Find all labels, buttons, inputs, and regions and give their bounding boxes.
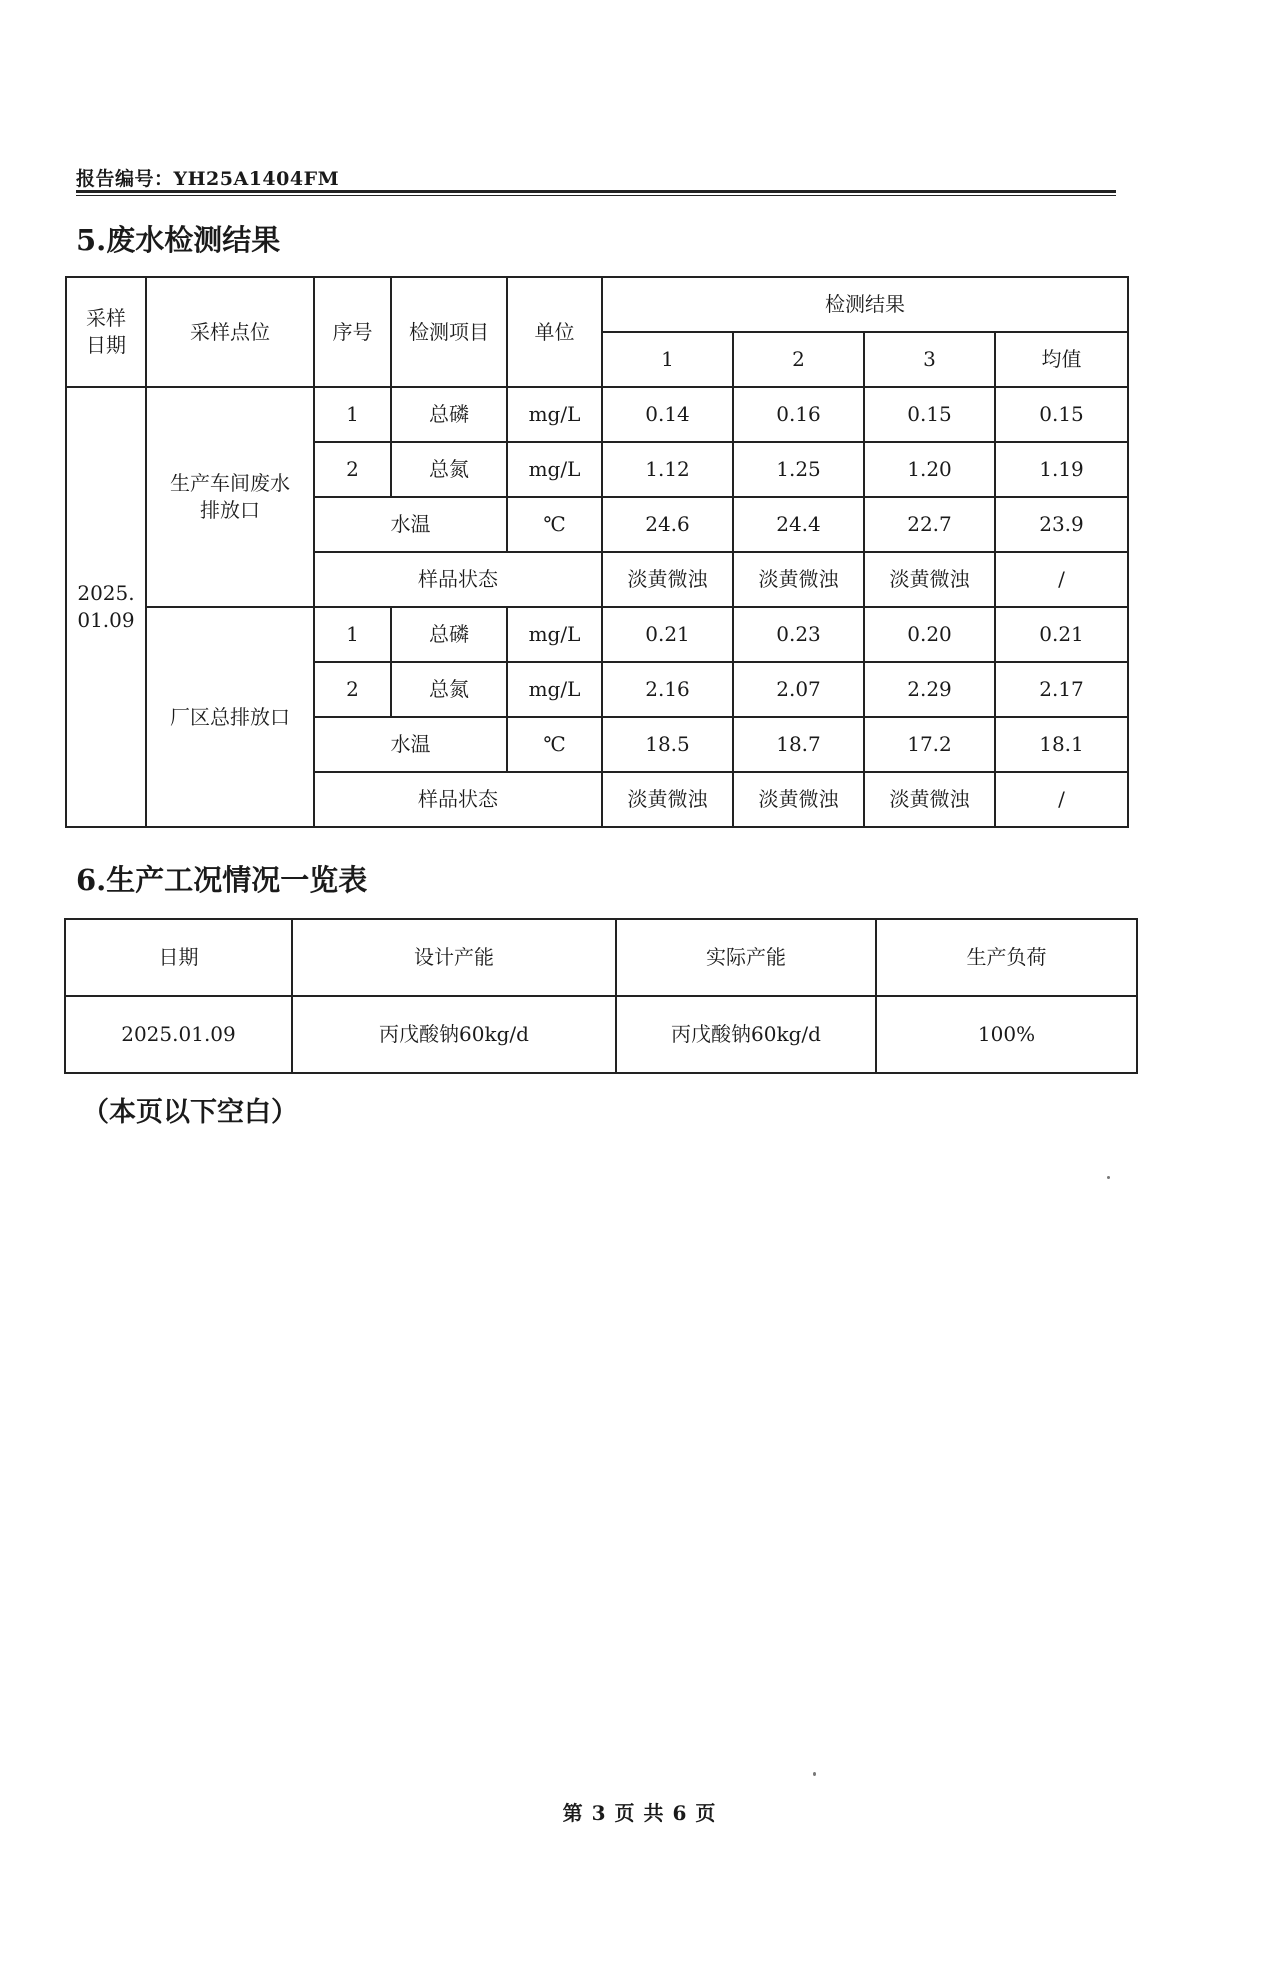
unit-cell: mg/L xyxy=(507,387,602,442)
average-cell: 2.17 xyxy=(995,662,1128,717)
result-cell: 淡黄微浊 xyxy=(864,552,995,607)
header-actual-capacity: 实际产能 xyxy=(616,919,876,996)
result-cell: 淡黄微浊 xyxy=(733,552,864,607)
page-number-footer: 第 3 页 共 6 页 xyxy=(562,1801,717,1825)
result-cell: 17.2 xyxy=(864,717,995,772)
table-row xyxy=(66,607,1128,662)
item-cell: 总氮 xyxy=(391,442,507,497)
header-result-3: 3 xyxy=(864,332,995,387)
average-cell: 18.1 xyxy=(995,717,1128,772)
seq-cell: 2 xyxy=(314,442,391,497)
header-production-load: 生产负荷 xyxy=(876,919,1137,996)
result-cell: 18.5 xyxy=(602,717,733,772)
average-cell: 1.19 xyxy=(995,442,1128,497)
header-unit: 单位 xyxy=(507,277,602,387)
header-seq: 序号 xyxy=(314,277,391,387)
result-cell: 淡黄微浊 xyxy=(864,772,995,827)
unit-cell: mg/L xyxy=(507,662,602,717)
average-cell: 0.15 xyxy=(995,387,1128,442)
unit-cell: ℃ xyxy=(507,497,602,552)
item-cell: 样品状态 xyxy=(314,772,602,827)
average-cell: / xyxy=(995,772,1128,827)
seq-cell: 1 xyxy=(314,607,391,662)
table-row xyxy=(66,387,1128,442)
header-result-1: 1 xyxy=(602,332,733,387)
average-cell: 23.9 xyxy=(995,497,1128,552)
header-results: 检测结果 xyxy=(602,277,1128,332)
result-cell: 22.7 xyxy=(864,497,995,552)
result-cell: 0.20 xyxy=(864,607,995,662)
result-cell: 淡黄微浊 xyxy=(733,772,864,827)
item-cell: 总氮 xyxy=(391,662,507,717)
actual-capacity-cell: 丙戊酸钠60kg/d xyxy=(616,996,876,1073)
result-cell: 1.25 xyxy=(733,442,864,497)
item-cell: 水温 xyxy=(314,717,507,772)
result-cell: 0.21 xyxy=(602,607,733,662)
result-cell: 0.15 xyxy=(864,387,995,442)
scan-speck xyxy=(813,1772,816,1776)
header-item: 检测项目 xyxy=(391,277,507,387)
section-5-title: 5.废水检测结果 xyxy=(76,223,281,257)
wastewater-results-table xyxy=(65,276,1129,828)
sample-site-cell: 生产车间废水 排放口 xyxy=(146,387,314,607)
result-cell: 1.12 xyxy=(602,442,733,497)
header-sample-site: 采样点位 xyxy=(146,277,314,387)
sample-date-cell: 2025. 01.09 xyxy=(66,387,146,827)
header-design-capacity: 设计产能 xyxy=(292,919,616,996)
result-cell: 24.4 xyxy=(733,497,864,552)
scan-speck xyxy=(1107,1176,1110,1179)
average-cell: / xyxy=(995,552,1128,607)
section-6-title: 6.生产工况情况一览表 xyxy=(76,863,368,897)
item-cell: 样品状态 xyxy=(314,552,602,607)
result-cell: 淡黄微浊 xyxy=(602,552,733,607)
header-sample-date: 采样 日期 xyxy=(66,277,146,387)
unit-cell: mg/L xyxy=(507,442,602,497)
header-row xyxy=(66,277,1128,332)
header-average: 均值 xyxy=(995,332,1128,387)
result-cell: 淡黄微浊 xyxy=(602,772,733,827)
header-row xyxy=(65,919,1137,996)
seq-cell: 1 xyxy=(314,387,391,442)
result-cell: 0.16 xyxy=(733,387,864,442)
header-rule-thin xyxy=(76,195,1116,196)
result-cell: 0.14 xyxy=(602,387,733,442)
production-load-cell: 100% xyxy=(876,996,1137,1073)
design-capacity-cell: 丙戊酸钠60kg/d xyxy=(292,996,616,1073)
table-row xyxy=(65,996,1137,1073)
blank-below-note: （本页以下空白） xyxy=(82,1097,298,1128)
production-status-table xyxy=(64,918,1138,1074)
item-cell: 总磷 xyxy=(391,387,507,442)
header-result-2: 2 xyxy=(733,332,864,387)
unit-cell: ℃ xyxy=(507,717,602,772)
result-cell: 1.20 xyxy=(864,442,995,497)
item-cell: 水温 xyxy=(314,497,507,552)
result-cell: 24.6 xyxy=(602,497,733,552)
seq-cell: 2 xyxy=(314,662,391,717)
header-rule-thick xyxy=(76,190,1116,193)
date-cell: 2025.01.09 xyxy=(65,996,292,1073)
report-number: 报告编号：YH25A1404FM xyxy=(76,168,340,190)
unit-cell: mg/L xyxy=(507,607,602,662)
result-cell: 18.7 xyxy=(733,717,864,772)
result-cell: 0.23 xyxy=(733,607,864,662)
result-cell: 2.07 xyxy=(733,662,864,717)
result-cell: 2.29 xyxy=(864,662,995,717)
item-cell: 总磷 xyxy=(391,607,507,662)
average-cell: 0.21 xyxy=(995,607,1128,662)
header-date: 日期 xyxy=(65,919,292,996)
sample-site-cell: 厂区总排放口 xyxy=(146,607,314,827)
result-cell: 2.16 xyxy=(602,662,733,717)
